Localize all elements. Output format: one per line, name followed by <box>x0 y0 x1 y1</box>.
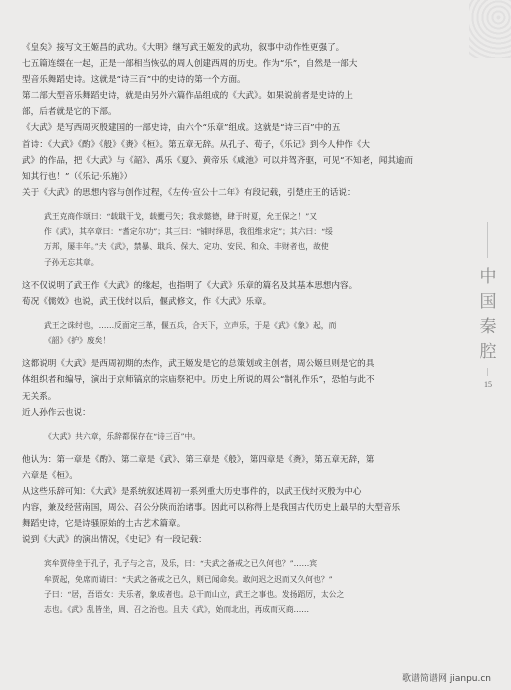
quote-line: 作《武》，其卒章曰：“耆定尔功”；其三曰：“铺时绎思，我徂维求定”；其六曰：“绥 <box>44 227 333 237</box>
running-title-char: 国 <box>479 292 497 312</box>
body-text <box>22 40 462 617</box>
spacer <box>22 310 462 318</box>
running-title <box>478 265 498 365</box>
side-rule-bottom <box>487 368 488 376</box>
body-line: 近人孙作云也说： <box>22 407 91 418</box>
quote-line: 子曰：“居，吾语女：夫乐者，象成者也。总干而山立，武王之事也。发扬蹈厉，太公之 <box>44 589 345 599</box>
quote-line: 宾牟贾侍坐于孔子，孔子与之言，及乐，曰：“夫武之备戒之已久何也？”……宾 <box>44 559 318 569</box>
quote-line: 万邦，屡丰年。”夫《武》，禁暴、戢兵、保大、定功、安民、和众、丰财者也，故使 <box>44 242 329 252</box>
body-line: 荀况《儒效》也说，武王伐纣以后，偃武修文，作《大武》乐章。 <box>22 296 272 307</box>
spacer <box>22 421 462 429</box>
quote-line: 《大武》共六章，乐辞都保存在“诗三百”中。 <box>44 431 201 441</box>
side-rule-top <box>487 222 488 258</box>
body-line: 《大武》是写西周灭殷建国的一部史诗，由六个“乐章”组成。这就是“诗三百”中的五 <box>22 123 341 134</box>
running-title-char: 中 <box>479 267 497 287</box>
body-line: 武》的作品，把《大武》与《韶》、禹乐《夏》、黄帝乐《咸池》可以并驾齐驱，可见“不知老，闻其逾而 <box>22 155 414 166</box>
body-line: 体组织者和编导，演出于京师镐京的宗庙祭祀中。历史上所说的周公“制礼作乐”，恐怕与此不 <box>22 375 375 386</box>
corner-ornament <box>469 0 511 58</box>
body-line: 六章是《桓》。 <box>22 471 78 482</box>
body-line: 无关系。 <box>22 391 57 402</box>
quote-line: 《韶》《护》废矣！ <box>44 336 111 346</box>
body-line: 这不仅说明了武王作《大武》的缘起，也指明了《大武》乐章的篇名及其基本思想内容。 <box>22 280 358 291</box>
page-number: 15 <box>484 380 492 389</box>
spacer <box>22 201 462 209</box>
quote-line: 志也。《武》乱皆坐，周、召之治也。且夫《武》，始而北出，再成而灭商…… <box>44 605 310 615</box>
quote-line: 武王之诛纣也，……反面定三革，偃五兵，合天下，立声乐，于是《武》《象》起，而 <box>44 320 337 330</box>
body-line: 部，后者就是它的下部。 <box>22 107 117 118</box>
watermark: 歌谱简谱网 jianpu.cn <box>402 674 492 684</box>
spacer <box>22 548 462 556</box>
body-line: 舞蹈史诗，它是诗骚原始的土古艺术篇章。 <box>22 519 186 530</box>
body-line: 内容，兼及经营南国，周公、召公分陕而治诸事。因此可以称得上是我国古代历史上最早的大型音乐 <box>22 503 401 514</box>
spacer <box>22 444 462 452</box>
body-line: 第二部大型音乐舞蹈史诗，就是由另外六篇作品组成的《大武》。如果说前者是史诗的上 <box>22 91 353 102</box>
body-line: 《皇矣》接写文王姬昌的武功。《大明》继写武王姬发的武功，叙事中动作性更强了。 <box>22 43 345 53</box>
running-title-char: 秦 <box>479 317 497 337</box>
spacer <box>22 348 462 356</box>
running-title-char: 腔 <box>479 342 497 362</box>
body-line: 从这些乐辞可知：《大武》是系统叙述周初一系列重大历史事件的，以武王伐纣灭殷为中心 <box>22 487 362 498</box>
body-line: 七五篇连缀在一起，正是一部相当恢弘的周人创建西周的历史。作为“乐”，自然是一部大 <box>22 59 358 70</box>
quote-line: 牟贾起，免席而请曰：“夫武之备戒之已久，则已闻命矣。敢问迟之迟而又久何也？” <box>44 574 333 584</box>
body-line: 首诗：《大武》《酌》《般》《赉》《桓》。第五章无辞。从孔子、荀子，《乐记》到今人仲作《大 <box>22 139 371 150</box>
spacer <box>22 270 462 278</box>
body-line: 他认为：第一章是《酌》、第二章是《武》、第三章是《般》，第四章是《赉》，第五章无辞，第 <box>22 454 375 465</box>
quote-line: 子孙无忘其章。 <box>44 257 99 267</box>
body-line: 这都说明《大武》是西周初期的杰作，武王姬发是它的总策划或主创者，周公姬旦则是它的具 <box>22 359 375 370</box>
body-line: 知其行也！”（《乐记·乐施》） <box>22 171 133 182</box>
body-line: 说到《大武》的演出情况，《史记》有一段记载： <box>22 535 207 546</box>
quote-line: 武王克商作颂曰：“载戢干戈，载櫜弓矢；我求懿德，肆于时夏，允王保之！”又 <box>44 211 318 221</box>
body-line: 型音乐舞蹈史诗。这就是“诗三百”中的史诗的第一个方面。 <box>22 75 246 86</box>
body-line: 关于《大武》的思想内容与创作过程，《左传·宣公十二年》有段记载，引楚庄王的话说： <box>22 187 356 198</box>
